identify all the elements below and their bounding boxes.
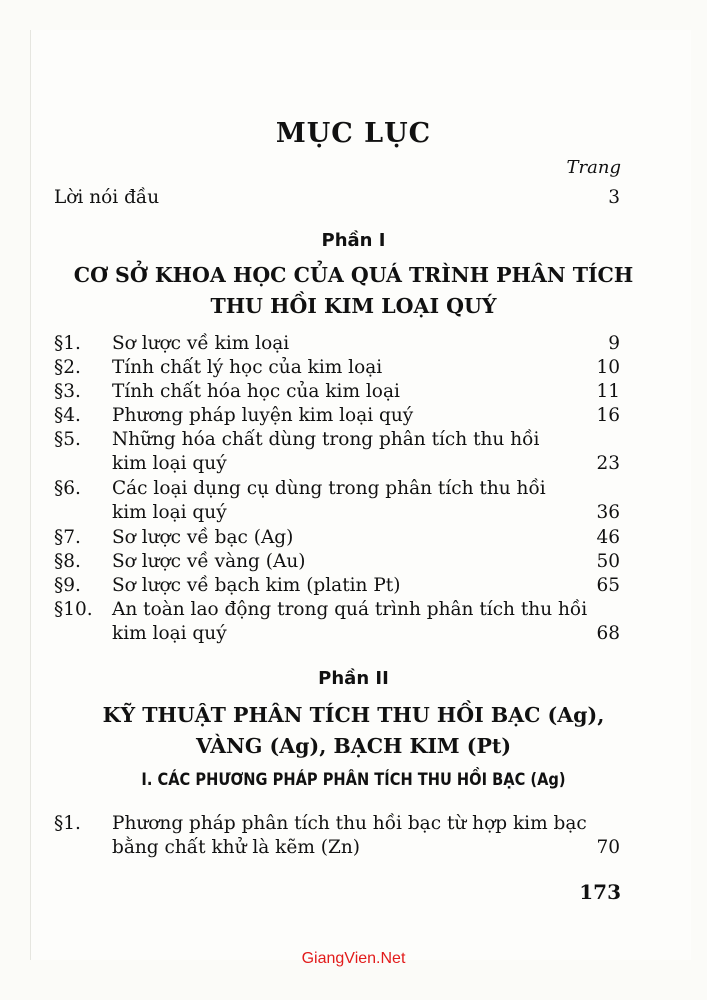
toc-entry-page: 11 — [596, 381, 620, 402]
part-label: Phần II — [318, 668, 389, 689]
toc-entry-text: Phương pháp phân tích thu hồi bạc từ hợp kim bạc — [112, 813, 587, 834]
toc-entry-number: §7. — [54, 527, 81, 548]
part-label: Phần I — [321, 230, 386, 251]
toc-entry-text-continued: kim loại quý — [112, 623, 227, 644]
toc-entry-page: 16 — [596, 405, 620, 426]
toc-entry-text-continued: bằng chất khử là kẽm (Zn) — [112, 837, 360, 858]
toc-entry-text: Lời nói đầu — [54, 187, 160, 208]
section-subheading: I. CÁC PHƯƠNG PHÁP PHÂN TÍCH THU HỒI BẠC (Ag) — [141, 770, 566, 790]
watermark-text: GiangVien.Net — [301, 950, 406, 967]
toc-entry-page: 68 — [596, 623, 620, 644]
toc-entry-number: §6. — [54, 478, 81, 499]
toc-entry-page: 46 — [596, 527, 620, 548]
part-heading-line: VÀNG (Ag), BẠCH KIM (Pt) — [195, 734, 512, 758]
part-heading-line: THU HỒI KIM LOẠI QUÝ — [210, 294, 497, 318]
toc-entry-text: Những hóa chất dùng trong phân tích thu hồi — [112, 429, 540, 450]
toc-entry-text: Tính chất lý học của kim loại — [112, 357, 383, 378]
part-heading — [0, 260, 707, 322]
toc-entry-page: 10 — [596, 357, 620, 378]
toc-entry-text: Sơ lược về bạch kim (platin Pt) — [112, 575, 401, 596]
toc-entry-text-continued: kim loại quý — [112, 502, 227, 523]
toc-entry-text: Sơ lược về kim loại — [112, 333, 290, 354]
page-number: 173 — [579, 880, 621, 904]
toc-entry-page: 9 — [608, 333, 620, 354]
toc-entry-number: §5. — [54, 429, 81, 450]
toc-entry-number: §3. — [54, 381, 81, 402]
toc-entry-page: 36 — [596, 502, 620, 523]
page-column-label: Trang — [566, 157, 621, 178]
toc-entry-page: 3 — [608, 187, 620, 208]
part-heading-line: KỸ THUẬT PHÂN TÍCH THU HỒI BẠC (Ag), — [102, 703, 605, 727]
toc-entry-text: Sơ lược về bạc (Ag) — [112, 527, 294, 548]
toc-entry-number: §2. — [54, 357, 81, 378]
toc-entry-text: Sơ lược về vàng (Au) — [112, 551, 306, 572]
part-heading-line: CƠ SỞ KHOA HỌC CỦA QUÁ TRÌNH PHÂN TÍCH — [73, 263, 634, 287]
toc-entry-number: §9. — [54, 575, 81, 596]
toc-entry — [54, 428, 620, 476]
toc-entry-text-continued: kim loại quý — [112, 453, 227, 474]
toc-entry-page: 70 — [596, 837, 620, 858]
toc-entry-text: An toàn lao động trong quá trình phân tích thu hồi — [112, 599, 588, 620]
toc-entry — [54, 477, 620, 525]
toc-entry-number: §1. — [54, 813, 81, 834]
page-title: MỤC LỤC — [275, 118, 432, 149]
toc-entry-page: 23 — [596, 453, 620, 474]
toc-entry — [54, 598, 620, 646]
toc-entry-number: §10. — [54, 599, 93, 620]
toc-entry — [54, 812, 620, 860]
toc-entry-page: 50 — [596, 551, 620, 572]
toc-entry-text: Tính chất hóa học của kim loại — [112, 381, 400, 402]
toc-entry-number: §4. — [54, 405, 81, 426]
toc-entry-text: Các loại dụng cụ dùng trong phân tích thu hồi — [112, 478, 546, 499]
part-heading — [0, 700, 707, 762]
toc-entry-text: Phương pháp luyện kim loại quý — [112, 405, 414, 426]
toc-entry-page: 65 — [596, 575, 620, 596]
toc-entry-number: §1. — [54, 333, 81, 354]
toc-entry-number: §8. — [54, 551, 81, 572]
